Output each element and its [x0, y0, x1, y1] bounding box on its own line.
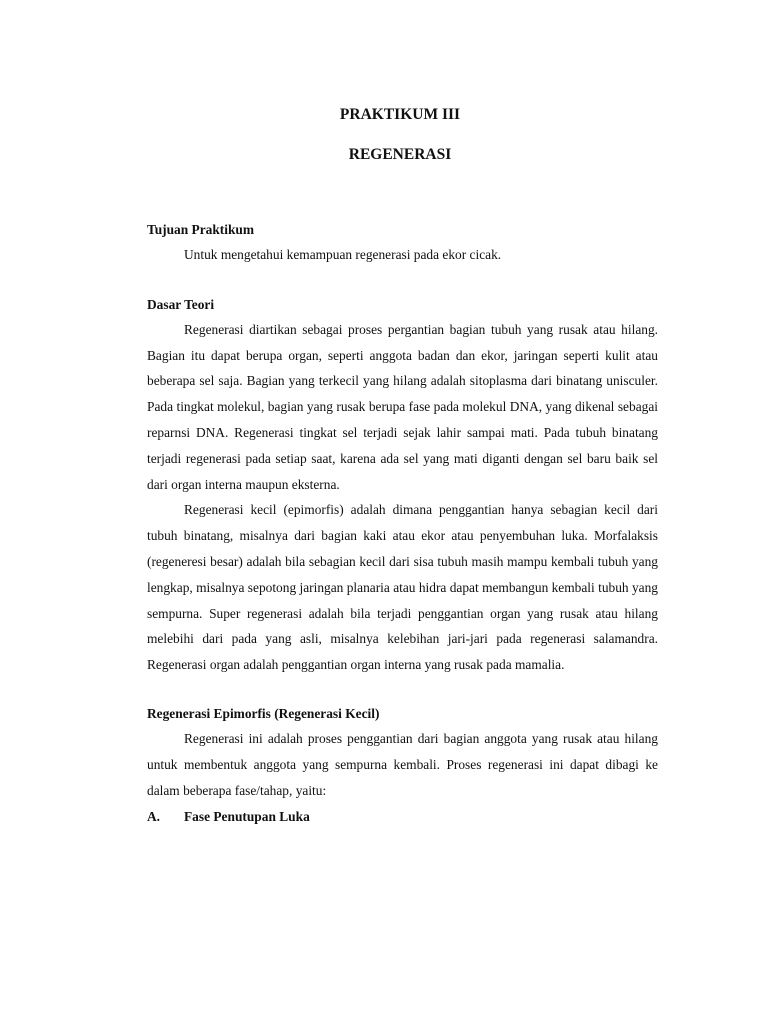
- heading-dasar-teori: Dasar Teori: [147, 296, 215, 312]
- heading-tujuan: Tujuan Praktikum: [147, 222, 255, 237]
- paragraph-dasar-teori-2: Regenerasi kecil (epimorfis) adalah dimana penggantian hanya sebagian kecil dari tubuh binatang, misalnya dari bagian kaki atau ekor atau penyembuhan luka. Morfalaksis (regeneresi besar) adalah bila sebagian kecil dari sisa tubuh masih mampu kembali tubuh yang lengkap, misalnya sepotong jaringan planaria atau hidra dapat membangun kembali tubuh yang sempurna. Super regenerasi adalah bila terjadi penggantian organ yang rusak atau hilang melebihi dari pada yang asli, misalnya kelebihan jari-jari pada regenerasi salamandra. Regenerasi organ adalah penggantian organ interna yang rusak pada mamalia.: [147, 502, 658, 673]
- list-marker: A.: [147, 809, 161, 825]
- paragraph-epimorfis-1: Regenerasi ini adalah proses penggantian dari bagian anggota yang rusak atau hilang untuk membentuk anggota yang sempurna kembali. Proses regenerasi ini dapat dibagi ke dalam beberapa fase/tahap, yaitu:: [147, 730, 658, 798]
- section-spacer: [147, 678, 658, 702]
- document-title: PRAKTIKUM III: [339, 106, 461, 123]
- section-spacer: [147, 268, 658, 293]
- list-item: [147, 805, 658, 829]
- list-item-label: Fase Penutupan Luka: [184, 809, 310, 825]
- paragraph-tujuan: Untuk mengetahui kemampuan regenerasi pada ekor cicak.: [184, 247, 502, 262]
- document-subtitle: REGENERASI: [348, 146, 452, 163]
- document-body: [147, 218, 658, 829]
- heading-epimorfis: Regenerasi Epimorfis (Regenerasi Kecil): [147, 705, 380, 721]
- paragraph-dasar-teori-1: Regenerasi diartikan sebagai proses pergantian bagian tubuh yang rusak atau hilang. Bagian itu dapat berupa organ, seperti anggota badan dan ekor, jaringan seperti kulit atau beberapa sel saja. Bagian yang terkecil yang hilang adalah sitoplasma dari binatang unisculer. Pada tingkat molekul, bagian yang rusak berupa fase pada molekul DNA, yang dikenal sebagai reparnsi DNA. Regenerasi tingkat sel terjadi sejak lahir sampai mati. Pada tubuh binatang terjadi regenerasi pada setiap saat, karena ada sel yang mati diganti dengan sel baru baik sel dari organ interna maupun eksterna.: [147, 321, 658, 492]
